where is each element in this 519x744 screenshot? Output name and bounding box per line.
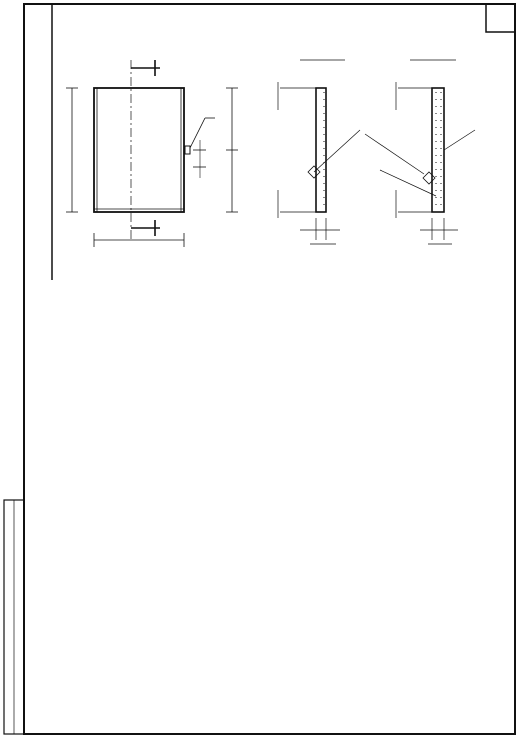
section-b — [365, 82, 475, 244]
section-a — [278, 82, 360, 244]
plan-view — [66, 60, 238, 247]
sheet-number-box — [486, 4, 515, 32]
